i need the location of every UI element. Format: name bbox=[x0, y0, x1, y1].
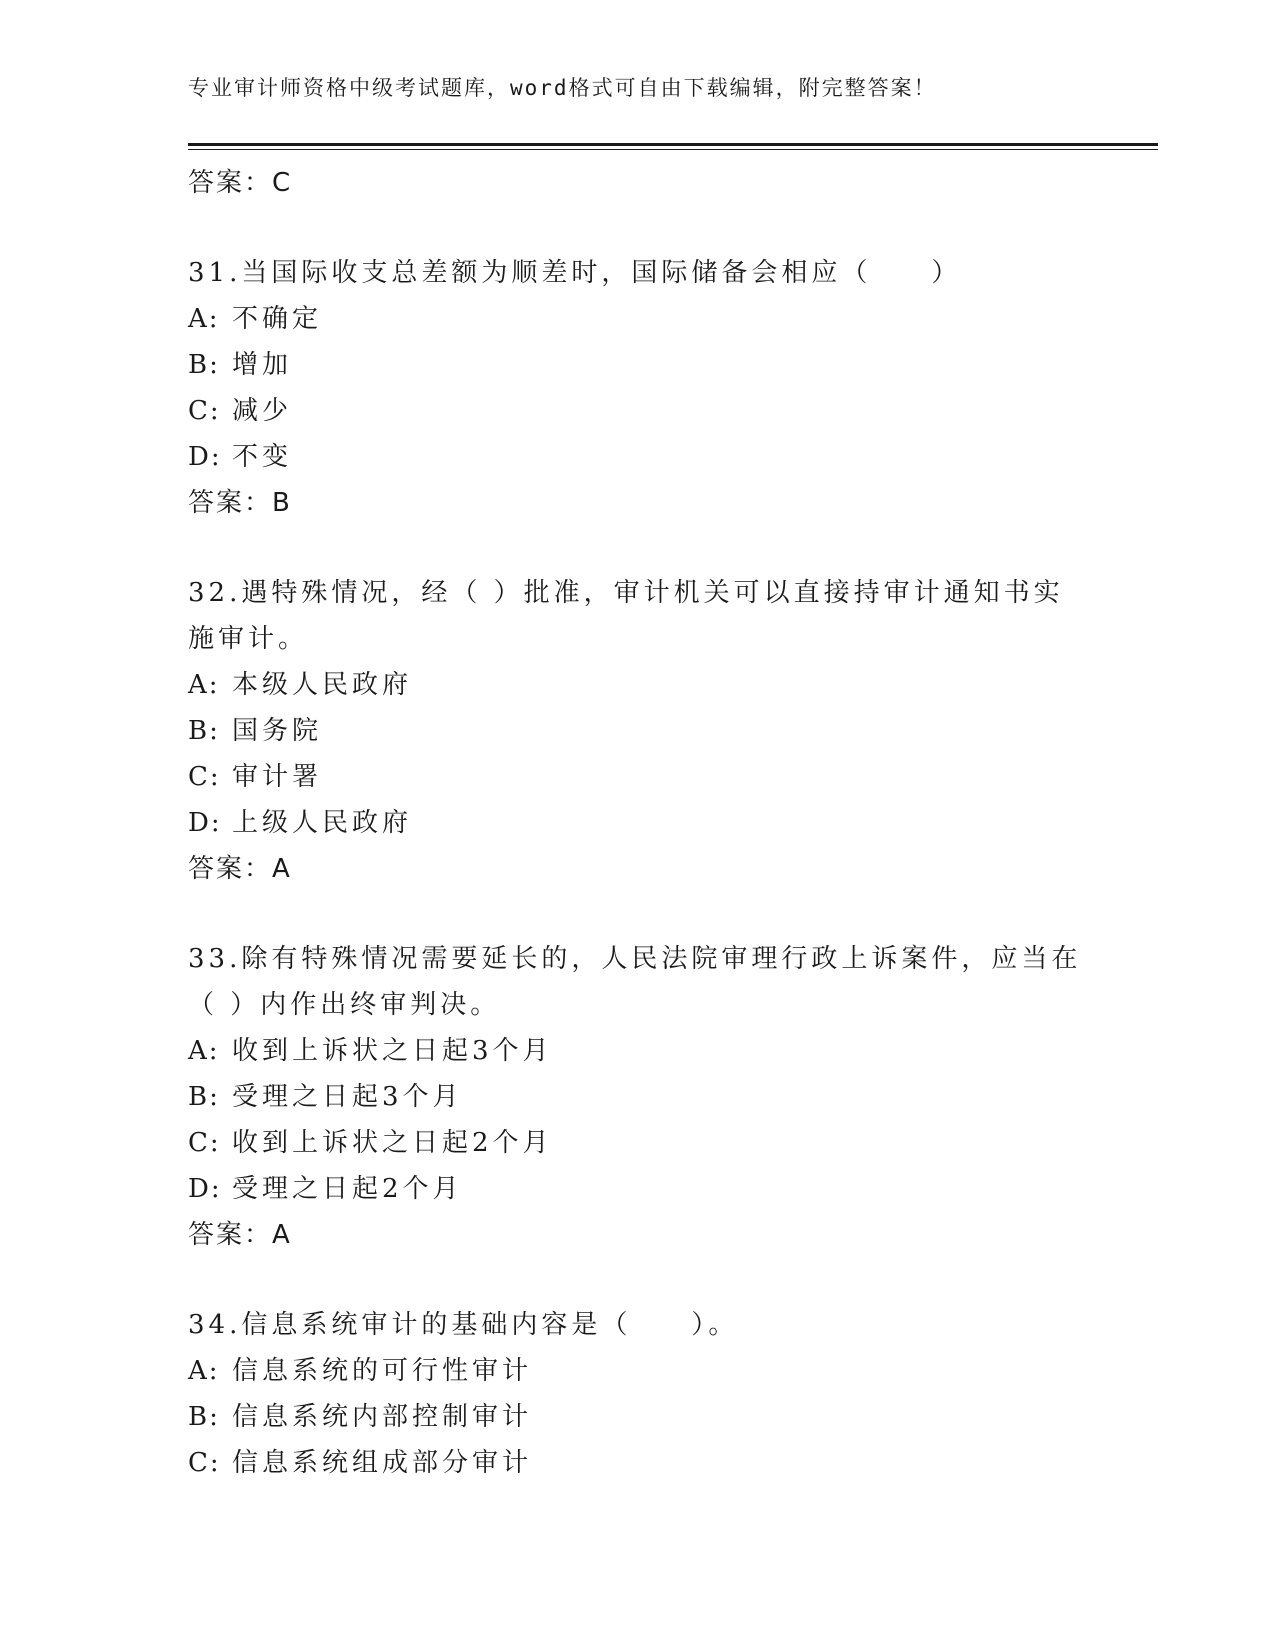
option-text: 本级人民政府 bbox=[232, 670, 413, 700]
option-text: 上级人民政府 bbox=[232, 808, 413, 838]
option-label: B: bbox=[188, 350, 220, 380]
option-text: 信息系统内部控制审计 bbox=[232, 1402, 533, 1432]
option-c bbox=[188, 388, 1088, 434]
option-label: A: bbox=[188, 304, 220, 334]
option-label: C: bbox=[188, 1448, 221, 1478]
answer: 答案：B bbox=[188, 488, 292, 518]
option-text: 收到上诉状之日起2个月 bbox=[232, 1128, 553, 1158]
header-divider-thick bbox=[188, 143, 1158, 146]
question-32 bbox=[188, 570, 1088, 892]
option-d bbox=[188, 1166, 1088, 1212]
option-d bbox=[188, 434, 1088, 480]
question-31 bbox=[188, 250, 1088, 526]
question-stem: 34.信息系统审计的基础内容是（ ）。 bbox=[188, 1310, 739, 1340]
option-c bbox=[188, 754, 1088, 800]
question-stem: 31.当国际收支总差额为顺差时，国际储备会相应（ ） bbox=[188, 258, 962, 288]
option-text: 减少 bbox=[232, 396, 293, 426]
option-label: A: bbox=[188, 670, 220, 700]
option-text: 收到上诉状之日起3个月 bbox=[232, 1036, 553, 1066]
option-c bbox=[188, 1120, 1088, 1166]
option-b bbox=[188, 1394, 1088, 1440]
option-label: A: bbox=[188, 1036, 220, 1066]
option-text: 不变 bbox=[232, 442, 293, 472]
answer: 答案：A bbox=[188, 854, 292, 884]
header-divider-thin bbox=[188, 149, 1158, 150]
option-text: 不确定 bbox=[232, 304, 323, 334]
answer: 答案：A bbox=[188, 1220, 292, 1250]
option-label: B: bbox=[188, 716, 220, 746]
option-text: 受理之日起2个月 bbox=[232, 1174, 463, 1204]
option-label: C: bbox=[188, 1128, 221, 1158]
option-label: C: bbox=[188, 396, 221, 426]
option-d bbox=[188, 800, 1088, 846]
option-c bbox=[188, 1440, 1088, 1486]
option-label: D: bbox=[188, 808, 222, 838]
previous-answer: 答案：C bbox=[188, 168, 293, 198]
option-b bbox=[188, 1074, 1088, 1120]
question-list bbox=[188, 160, 1088, 1486]
option-a bbox=[188, 662, 1088, 708]
option-text: 增加 bbox=[232, 350, 293, 380]
option-a bbox=[188, 1028, 1088, 1074]
option-text: 审计署 bbox=[232, 762, 323, 792]
option-label: D: bbox=[188, 442, 222, 472]
option-label: A: bbox=[188, 1356, 220, 1386]
option-a bbox=[188, 296, 1088, 342]
question-34 bbox=[188, 1302, 1088, 1486]
question-stem: 33.除有特殊情况需要延长的，人民法院审理行政上诉案件，应当在（ ）内作出终审判决。 bbox=[188, 944, 1082, 1020]
option-b bbox=[188, 708, 1088, 754]
option-label: B: bbox=[188, 1082, 220, 1112]
question-33 bbox=[188, 936, 1088, 1258]
question-stem: 32.遇特殊情况，经（ ）批准，审计机关可以直接持审计通知书实施审计。 bbox=[188, 578, 1064, 654]
option-label: D: bbox=[188, 1174, 222, 1204]
option-b bbox=[188, 342, 1088, 388]
option-text: 信息系统组成部分审计 bbox=[232, 1448, 533, 1478]
option-label: B: bbox=[188, 1402, 220, 1432]
page-header: 专业审计师资格中级考试题库，word格式可自由下载编辑，附完整答案！ bbox=[188, 76, 937, 100]
option-text: 信息系统的可行性审计 bbox=[232, 1356, 533, 1386]
option-text: 国务院 bbox=[232, 716, 323, 746]
option-a bbox=[188, 1348, 1088, 1394]
option-text: 受理之日起3个月 bbox=[232, 1082, 463, 1112]
option-label: C: bbox=[188, 762, 221, 792]
